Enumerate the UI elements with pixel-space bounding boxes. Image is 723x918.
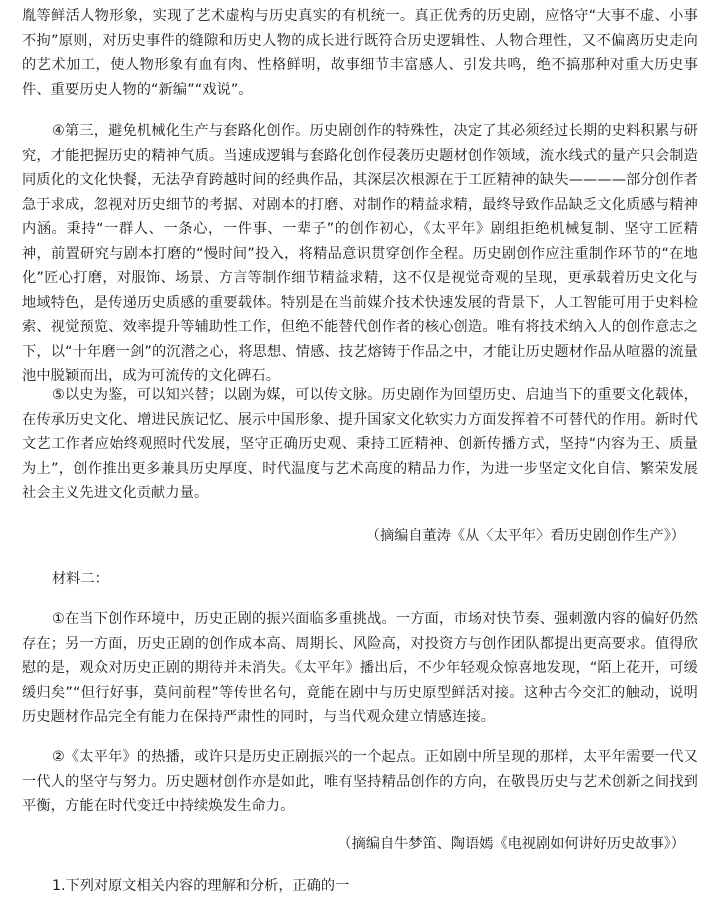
- material2-paragraph-2: ②《太平年》的热播，或许只是历史正剧振兴的一个起点。正如剧中所呈现的那样，太平年需要一代又一代人的坚守与努力。历史题材创作亦是如此，唯有坚持精品创作的方向，在敬畏历史与艺术创新之间找到平衡，方能在时代变迁中持续焕发生命力。: [22, 749, 698, 814]
- material1-paragraph-4: ④第三，避免机械化生产与套路化创作。历史剧创作的特殊性，决定了其必须经过长期的史料积累与研究，才能把握历史的精神气质。当速成逻辑与套路化创作侵袭历史题材创作领域，流水线式的量产只会制造同质化的文化快餐，无法孕育跨越时间的经典作品，其深层次根源在于工匠精神的缺失————部分创作者急于求成，忽视对历史细节的考据、对剧本的打磨、对制作的精益求精，最终导致作品缺乏文化质感与精神内涵。秉持“一群人、一条心，一件事、一辈子”的创作初心，《太平年》剧组拒绝机械复制、坚守工匠精神，前置研究与剧本打磨的“慢时间”投入，将精品意识贯穿创作全程。历史剧创作应注重制作环节的“在地化”匠心打磨，对服饰、场景、方言等制作细节精益求精，这不仅是视觉奇观的呈现，更承载着历史文化与地域特色，是传递历史质感的重要载体。特别是在当前媒介技术快速发展的背景下，人工智能可用于史料检索、视觉预览、效率提升等辅助性工作，但绝不能替代创作者的核心创造。唯有将技术纳入人的创作意志之下，以“十年磨一剑”的沉潜之心，将思想、情感、技艺熔铸于作品之中，才能让历史题材作品从喧嚣的流量池中脱颖而出，成为可流传的文化碑石。: [22, 123, 698, 384]
- material1-source: （摘编自董涛《从〈太平年〉看历史剧创作生产》）: [365, 528, 685, 544]
- question-1: 1.下列对原文相关内容的理解和分析，正确的一: [52, 878, 350, 894]
- material2-paragraph-1: ①在当下创作环境中，历史正剧的振兴面临多重挑战。一方面，市场对快节奏、强刺激内容的偏好仍然存在；另一方面，历史正剧的创作成本高、周期长、风险高，对投资方与创作团队都提出更高要求。值得欣慰的是，观众对历史正剧的期待并未消失。《太平年》播出后，不少年轻观众惊喜地发现，“陌上花开，可缓缓归矣”“但行好事，莫问前程”等传世名句，竟能在剧中与历史原型鲜活对接。这种古今交汇的触动，说明历史题材作品完全有能力在保持严肃性的同时，与当代观众建立情感连接。: [22, 611, 698, 725]
- material1-paragraph-continuation: 胤等鲜活人物形象，实现了艺术虚构与历史真实的有机统一。真正优秀的历史剧，应恪守“大事不虚、小事不拘”原则，对历史事件的缝隙和历史人物的成长进行既符合历史逻辑性、人物合理性，又不偏离历史走向的艺术加工，使人物形象有血有肉、性格鲜明，故事细节丰富感人、引发共鸣，绝不搞那种对重大历史事件、重要历史人物的“新编”“戏说”。: [22, 8, 698, 98]
- material1-paragraph-5: ⑤以史为鉴，可以知兴替；以剧为媒，可以传文脉。历史剧作为回望历史、启迪当下的重要文化载体，在传承历史文化、增进民族记忆、展示中国形象、提升国家文化软实力方面发挥着不可替代的作用。新时代文艺工作者应始终观照时代发展，坚守正确历史观、秉持工匠精神、创新传播方式，坚持“内容为王、质量为上”，创作推出更多兼具历史厚度、时代温度与艺术高度的精品力作，为进一步坚定文化自信、繁荣发展社会主义先进文化贡献力量。: [22, 387, 698, 501]
- material2-source: （摘编自牛梦笛、陶语嫣《电视剧如何讲好历史故事》）: [337, 836, 685, 852]
- material2-label: 材料二：: [52, 571, 109, 587]
